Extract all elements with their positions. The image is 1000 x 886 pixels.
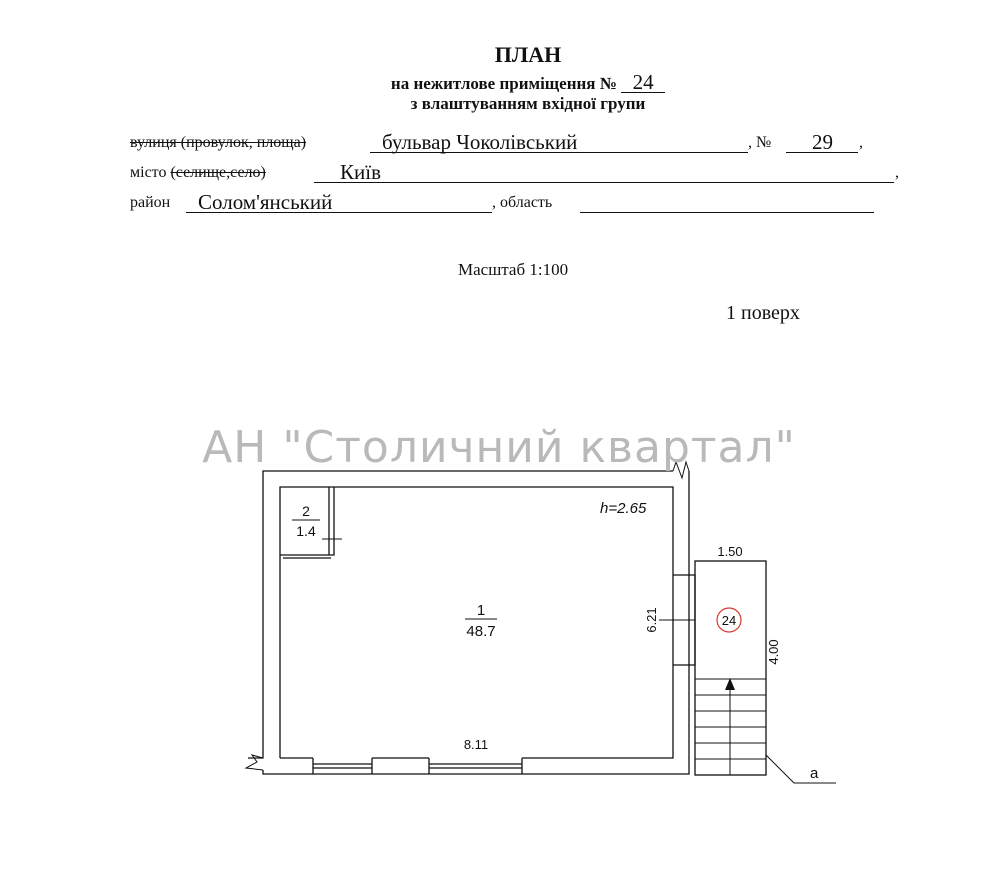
room-1-area: 48.7 <box>466 623 496 640</box>
district-value: Солом'янський <box>186 191 492 213</box>
room-2-area: 1.4 <box>296 523 316 539</box>
stairs <box>695 679 766 775</box>
number-label: , № <box>748 134 772 151</box>
comma: , <box>859 134 863 151</box>
city-label-plain: місто <box>130 164 167 181</box>
room-2-number: 2 <box>302 503 310 519</box>
leader-line <box>766 755 836 783</box>
city-value: Київ <box>314 161 894 183</box>
plan-title: ПЛАН <box>494 42 562 67</box>
premises-marker: 24 <box>721 613 737 628</box>
window-right <box>429 758 522 774</box>
depth-dimension: 6.21 <box>644 607 659 633</box>
room-2-walls <box>280 487 334 555</box>
room-1-number: 1 <box>476 602 486 619</box>
scale-label: Масштаб 1:100 <box>458 260 569 279</box>
district-label: район <box>130 194 171 211</box>
plan-subtitle-line2: з влаштуванням вхідної групи <box>410 94 646 113</box>
premises-number: 24 <box>621 72 665 93</box>
oblast-label: , область <box>492 194 553 211</box>
city-label-struck: (селище,село) <box>170 164 266 181</box>
break-mark-left <box>246 755 263 770</box>
watermark: АН "Столичний квартал" <box>202 422 796 473</box>
floor-label: 1 поверх <box>726 302 800 324</box>
window-left <box>313 758 372 774</box>
house-number-value: 29 <box>786 131 858 153</box>
leader-label: а <box>810 765 819 782</box>
width-dimension: 8.11 <box>463 737 489 752</box>
street-value: бульвар Чоколівський <box>370 131 748 153</box>
porch-width-dimension: 1.50 <box>717 544 743 559</box>
subtitle-prefix: на нежитлове приміщення № <box>390 74 617 93</box>
porch-length-dimension: 4.00 <box>766 639 781 665</box>
street-label: вулиця (провулок, площа) <box>130 134 307 151</box>
ceiling-height-label: h=2.65 <box>600 500 647 517</box>
stair-arrow-icon <box>725 678 735 690</box>
comma-city: , <box>895 164 899 181</box>
